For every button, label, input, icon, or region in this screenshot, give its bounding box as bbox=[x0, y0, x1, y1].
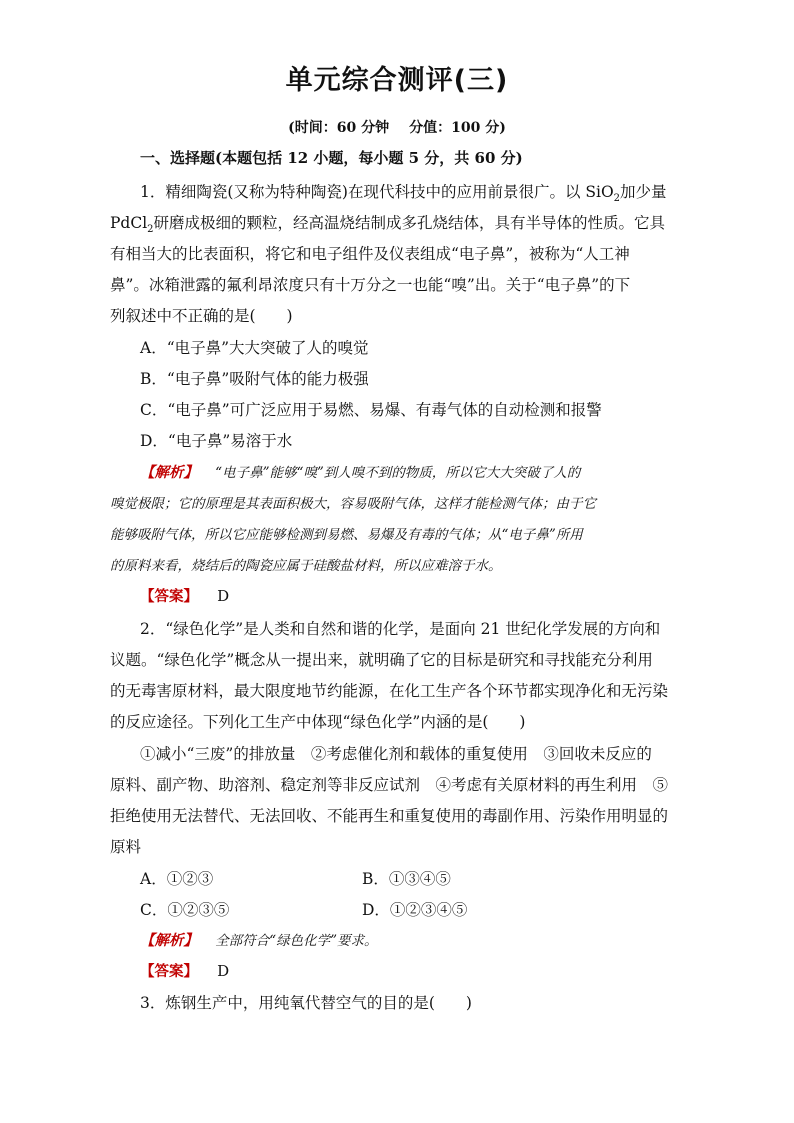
q2-item-line-1: ①减小“三废”的排放量 ②考虑催化剂和载体的重复使用 ③回收未反应的 bbox=[140, 745, 652, 763]
exam-score: 分值：100 分) bbox=[409, 120, 506, 136]
q1-answer bbox=[140, 585, 229, 606]
q2-line-2: 议题。“绿色化学”概念从一提出来，就明确了它的目标是研究和寻找能充分利用 bbox=[110, 651, 653, 669]
q1-answer-value: D bbox=[217, 587, 230, 605]
q1-line-1: 1．精细陶瓷(又称为特种陶瓷)在现代科技中的应用前景很广。以 SiO$_2$加少量 bbox=[140, 183, 667, 205]
q1-line-3: 有相当大的比表面积，将它和电子组件及仪表组成“电子鼻”，被称为“人工神 bbox=[110, 245, 630, 263]
q1-line-4: 鼻”。冰箱泄露的氟利昂浓度只有十万分之一也能“嗅”出。关于“电子鼻”的下 bbox=[110, 276, 631, 294]
explanation-tag: 【解析】 bbox=[140, 933, 198, 949]
q2-item-line-2: 原料、副产物、助溶剂、稳定剂等非反应试剂 ④考虑有关原材料的再生利用 ⑤ bbox=[110, 776, 669, 794]
q2-item-line-3: 拒绝使用无法替代、无法回收、不能再生和重复使用的毒副作用、污染作用明显的 bbox=[110, 807, 669, 825]
q1-explanation-line-4: 的原料来看，烧结后的陶瓷应属于硅酸盐材料，所以应难溶于水。 bbox=[110, 558, 502, 574]
q2-line-1: 2．“绿色化学”是人类和自然和谐的化学，是面向 21 世纪化学发展的方向和 bbox=[140, 620, 661, 638]
q1-explanation-line-1: 【解析】 “电子鼻”能够“嗅”到人嗅不到的物质，所以它大大突破了人的 bbox=[140, 465, 581, 481]
q2-option-c: C．①②③⑤ bbox=[140, 901, 230, 919]
q1-option-a: A．“电子鼻”大大突破了人的嗅觉 bbox=[140, 339, 369, 357]
q1-option-c: C．“电子鼻”可广泛应用于易燃、易爆、有毒气体的自动检测和报警 bbox=[140, 401, 602, 419]
q2-option-d: D．①②③④⑤ bbox=[362, 901, 468, 919]
q2-item-line-4: 原料 bbox=[110, 838, 142, 856]
q1-explanation-line-3: 能够吸附气体，所以它应能够检测到易燃、易爆及有毒的气体；从“电子鼻”所用 bbox=[110, 527, 583, 543]
answer-tag: 【答案】 bbox=[140, 964, 198, 980]
answer-tag: 【答案】 bbox=[140, 589, 198, 605]
q2-line-4: 的反应途径。下列化工生产中体现“绿色化学”内涵的是( ) bbox=[110, 713, 526, 731]
q1-line-5: 列叙述中不正确的是( ) bbox=[110, 307, 293, 325]
q2-answer bbox=[140, 960, 229, 981]
q2-answer-value: D bbox=[217, 962, 230, 980]
q1-explanation-line-2: 嗅觉极限；它的原理是其表面积极大，容易吸附气体，这样才能检测气体；由于它 bbox=[110, 496, 596, 512]
q2-option-b: B．①③④⑤ bbox=[362, 870, 451, 888]
section-heading: 一、选择题(本题包括 12 小题，每小题 5 分，共 60 分) bbox=[140, 149, 523, 167]
q1-option-b: B．“电子鼻”吸附气体的能力极强 bbox=[140, 370, 369, 388]
exam-meta bbox=[0, 117, 794, 137]
exam-time: (时间：60 分钟 bbox=[288, 120, 390, 136]
q2-explanation: 【解析】 全部符合“绿色化学”要求。 bbox=[140, 933, 378, 949]
q1-line-2: PdCl$_2$研磨成极细的颗粒，经高温烧结制成多孔烧结体，具有半导体的性质。它具 bbox=[110, 214, 666, 236]
q1-option-d: D．“电子鼻”易溶于水 bbox=[140, 432, 293, 450]
page-title: 单元综合测评(三) bbox=[285, 65, 509, 96]
q2-line-3: 的无毒害原材料，最大限度地节约能源，在化工生产各个环节都实现净化和无污染 bbox=[110, 682, 669, 700]
q3-line-1: 3．炼钢生产中，用纯氧代替空气的目的是( ) bbox=[140, 994, 472, 1012]
explanation-tag: 【解析】 bbox=[140, 465, 198, 481]
q2-option-a: A．①②③ bbox=[140, 870, 214, 888]
